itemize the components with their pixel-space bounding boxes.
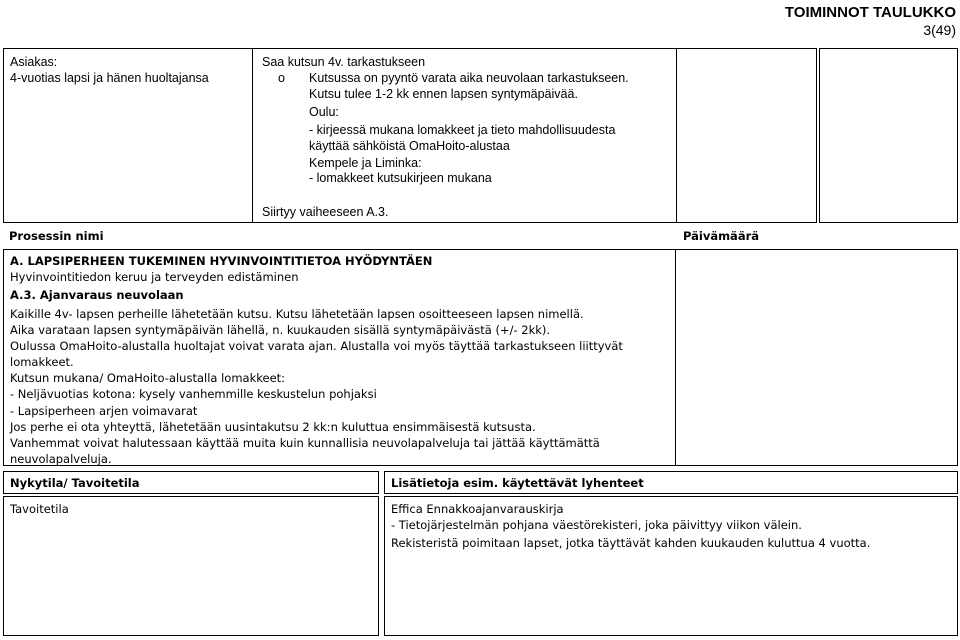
- client-cell: [3, 48, 253, 223]
- info-label-cell: [384, 471, 958, 494]
- section-heading: A.3. Ajanvaraus neuvolaan: [10, 288, 184, 302]
- info-value-cell: [384, 496, 958, 636]
- invitation-line: käyttää sähköistä OmaHoito-alustaa: [309, 139, 510, 153]
- page-number: 3(49): [923, 22, 956, 38]
- paragraph: Aika varataan lapsen syntymäpäivän lähellä, n. kuukauden sisällä syntymäpäivästä (+/- 2kk).: [10, 323, 551, 337]
- process-content-cell: [3, 249, 676, 466]
- client-value: 4-vuotias lapsi ja hänen huoltajansa: [10, 71, 209, 85]
- bullet-marker: o: [278, 71, 285, 85]
- paragraph: - Neljävuotias kotona: kysely vanhemmille keskustelun pohjaksi: [10, 387, 377, 401]
- invitation-line: Kempele ja Liminka:: [309, 156, 422, 170]
- invitation-line: - kirjeessä mukana lomakkeet ja tieto mahdollisuudesta: [309, 123, 616, 137]
- paragraph: Vanhemmat voivat halutessaan käyttää muita kuin kunnallisia neuvolapalveluja tai jättää käyttämättä neuvolapalveluja.: [10, 436, 600, 466]
- info-line: Rekisteristä poimitaan lapset, jotka täyttävät kahden kuukauden kuluttua 4 vuotta.: [391, 536, 871, 550]
- process-name-label: Prosessin nimi: [9, 229, 104, 243]
- invitation-line: Oulu:: [309, 105, 339, 119]
- info-line: Effica Ennakkoajanvarauskirja: [391, 502, 564, 516]
- info-label: Lisätietoja esim. käytettävät lyhenteet: [391, 476, 644, 490]
- paragraph: - Lapsiperheen arjen voimavarat: [10, 404, 198, 418]
- state-label: Nykytila/ Tavoitetila: [10, 476, 140, 490]
- invitation-line: Kutsu tulee 1-2 kk ennen lapsen syntymäpäivää.: [309, 87, 578, 101]
- client-label: Asiakas:: [10, 55, 58, 69]
- empty-cell: [676, 48, 817, 223]
- invitation-line: - lomakkeet kutsukirjeen mukana: [309, 171, 492, 185]
- info-line: - Tietojärjestelmän pohjana väestörekisteri, joka päivittyy viikon välein.: [391, 518, 802, 532]
- date-cell: [675, 249, 958, 466]
- paragraph: Kutsun mukana/ OmaHoito-alustalla lomakkeet:: [10, 371, 286, 385]
- date-label: Päivämäärä: [683, 229, 760, 243]
- invitation-cell: [252, 48, 677, 223]
- process-heading: A. LAPSIPERHEEN TUKEMINEN HYVINVOINTITIETOA HYÖDYNTÄEN: [10, 254, 433, 268]
- invitation-line: Saa kutsun 4v. tarkastukseen: [262, 55, 426, 69]
- state-label-cell: [3, 471, 379, 494]
- paragraph: Oulussa OmaHoito-alustalla huoltajat voivat varata ajan. Alustalla voi myös täyttää tarkastukseen liittyvät lomakkeet.: [10, 339, 623, 369]
- invitation-line: Siirtyy vaiheeseen A.3.: [262, 205, 389, 219]
- state-value: Tavoitetila: [10, 502, 69, 516]
- document-title: TOIMINNOT TAULUKKO: [784, 4, 956, 21]
- state-value-cell: [3, 496, 379, 636]
- invitation-line: Kutsussa on pyyntö varata aika neuvolaan tarkastukseen.: [309, 71, 629, 85]
- paragraph: Jos perhe ei ota yhteyttä, lähetetään uusintakutsu 2 kk:n kuluttua ensimmäisestä kutsusta.: [10, 420, 536, 434]
- paragraph: Kaikille 4v- lapsen perheille lähetetään kutsu. Kutsu lähetetään lapsen osoitteeseen lapsen nimellä.: [10, 307, 584, 321]
- process-subheading: Hyvinvointitiedon keruu ja terveyden edistäminen: [10, 270, 299, 284]
- empty-cell: [819, 48, 958, 223]
